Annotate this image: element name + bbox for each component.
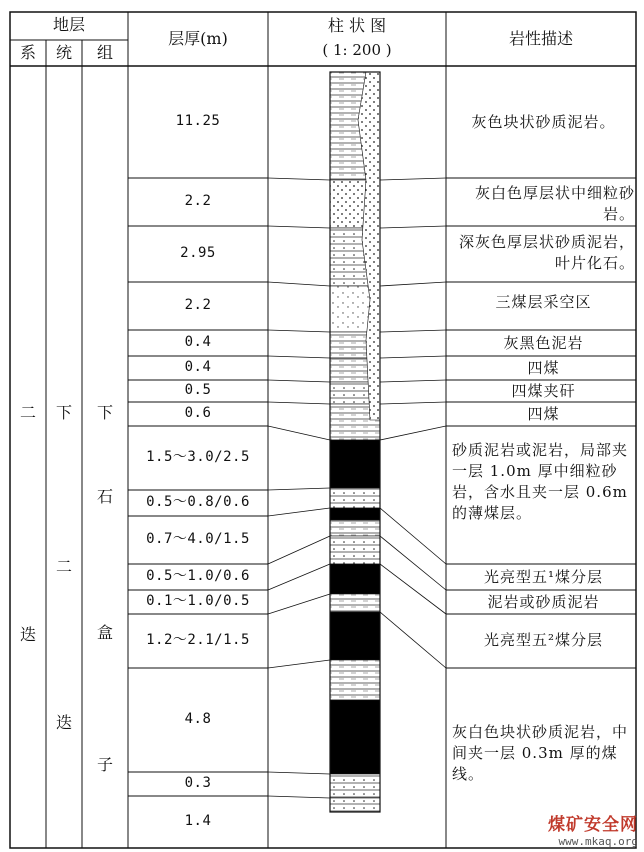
- thickness-cell: 0.4: [184, 334, 212, 351]
- connector-left: [268, 178, 330, 180]
- connector-right: [380, 564, 446, 614]
- lithology-description: 光亮型五¹煤分层: [483, 568, 603, 586]
- lithology-description: 砂质泥岩或泥岩，局部夹一层 1.0m 厚中细粒砂岩，含水且夹一层 0.6m 的薄煤层。: [452, 441, 629, 522]
- thickness-cell: 1.4: [184, 813, 212, 830]
- lithology-description: 三煤层采空区: [495, 293, 592, 311]
- thickness-cell: 0.7～4.0/1.5: [146, 531, 250, 548]
- connector-left: [268, 282, 330, 286]
- connector-right: [380, 508, 446, 564]
- connector-left: [268, 402, 330, 404]
- thickness-cell: 1.2～2.1/1.5: [146, 632, 250, 649]
- lithology-description: 四煤夹矸: [511, 382, 576, 400]
- series-char-3: 迭: [55, 713, 72, 732]
- system-char-1: 二: [19, 403, 36, 422]
- thickness-cell: 0.5～1.0/0.6: [146, 568, 250, 585]
- connector-left: [268, 660, 330, 668]
- series-char-2: 二: [55, 557, 72, 576]
- thickness-cell: 0.5: [184, 382, 212, 399]
- connector-left: [268, 380, 330, 382]
- connector-left: [268, 564, 330, 590]
- connector-left: [268, 536, 330, 564]
- header-lithology: 岩性描述: [508, 29, 573, 48]
- header-system: 系: [19, 43, 36, 62]
- site-watermark: [548, 810, 638, 848]
- formation-char-1: 下: [96, 403, 113, 422]
- thickness-cell: 0.6: [184, 405, 212, 422]
- header-column-title: 柱 状 图: [327, 16, 387, 35]
- watermark-brand: 煤矿安全网: [548, 815, 638, 835]
- thickness-cell: 1.5～3.0/2.5: [146, 449, 250, 466]
- lithology-description: 深灰色厚层状砂质泥岩，叶片化石。: [458, 233, 635, 272]
- header-thickness: 层厚(m): [168, 29, 228, 48]
- connector-right: [380, 380, 446, 382]
- thickness-cell: 0.5～0.8/0.6: [146, 494, 250, 511]
- lithology-description: 灰白色厚层状中细粒砂岩。: [474, 184, 635, 223]
- system-char-2: 迭: [19, 625, 36, 644]
- series-char-1: 下: [55, 403, 72, 422]
- header-formation: 组: [96, 43, 113, 62]
- thickness-cell: 11.25: [175, 113, 221, 130]
- thickness-cell: 0.4: [184, 359, 212, 376]
- thickness-cell: 4.8: [184, 711, 212, 728]
- lithology-description: 灰色块状砂质泥岩。: [471, 113, 616, 131]
- connector-right: [380, 426, 446, 440]
- formation-char-3: 盒: [96, 623, 113, 642]
- connector-right: [380, 536, 446, 590]
- thickness-cell: 0.3: [184, 775, 212, 792]
- connector-left: [268, 796, 330, 798]
- thickness-cell: 2.2: [184, 193, 212, 210]
- column-bed: [330, 660, 380, 700]
- connector-left: [268, 508, 330, 516]
- lithology-description: 光亮型五²煤分层: [483, 631, 603, 649]
- lithology-description: 灰黑色泥岩: [503, 334, 584, 352]
- connector-left: [268, 488, 330, 490]
- lithology-description: 泥岩或砂质泥岩: [487, 593, 600, 611]
- lithology-description: 四煤: [527, 359, 560, 377]
- column-bed: [330, 508, 380, 520]
- connector-left: [268, 330, 330, 332]
- column-bed: [330, 700, 380, 774]
- header-stratum: 地层: [52, 15, 85, 34]
- connector-right: [380, 282, 446, 286]
- connector-left: [268, 772, 330, 774]
- connector-left: [268, 426, 330, 440]
- column-bed: [330, 536, 380, 564]
- column-bed: [330, 564, 380, 594]
- formation-char-2: 石: [96, 487, 113, 506]
- connector-right: [380, 356, 446, 358]
- column-bed: [330, 520, 380, 536]
- header-series: 统: [55, 43, 72, 62]
- connector-left: [268, 356, 330, 358]
- column-bed: [330, 774, 380, 798]
- connector-right: [380, 402, 446, 404]
- column-bed: [330, 798, 380, 812]
- lithology-description: 灰白色块状砂质泥岩，中间夹一层 0.3m 厚的煤线。: [452, 723, 629, 783]
- connector-left: [268, 226, 330, 228]
- lithology-description: 四煤: [527, 405, 560, 423]
- formation-char-4: 子: [96, 755, 113, 774]
- connector-right: [380, 612, 446, 668]
- thickness-cell: 0.1～1.0/0.5: [146, 593, 250, 610]
- watermark-url: www.mkaq.org: [558, 835, 638, 848]
- header-column-scale: ( 1: 200 ): [322, 40, 392, 59]
- connector-right: [380, 178, 446, 180]
- connector-left: [268, 594, 330, 614]
- column-bed: [330, 612, 380, 660]
- column-bed: [330, 488, 380, 508]
- connector-right: [380, 330, 446, 332]
- thickness-cell: 2.95: [180, 245, 216, 262]
- column-bed: [330, 594, 380, 612]
- column-bed: [330, 440, 380, 488]
- thickness-cell: 2.2: [184, 297, 212, 314]
- connector-right: [380, 226, 446, 228]
